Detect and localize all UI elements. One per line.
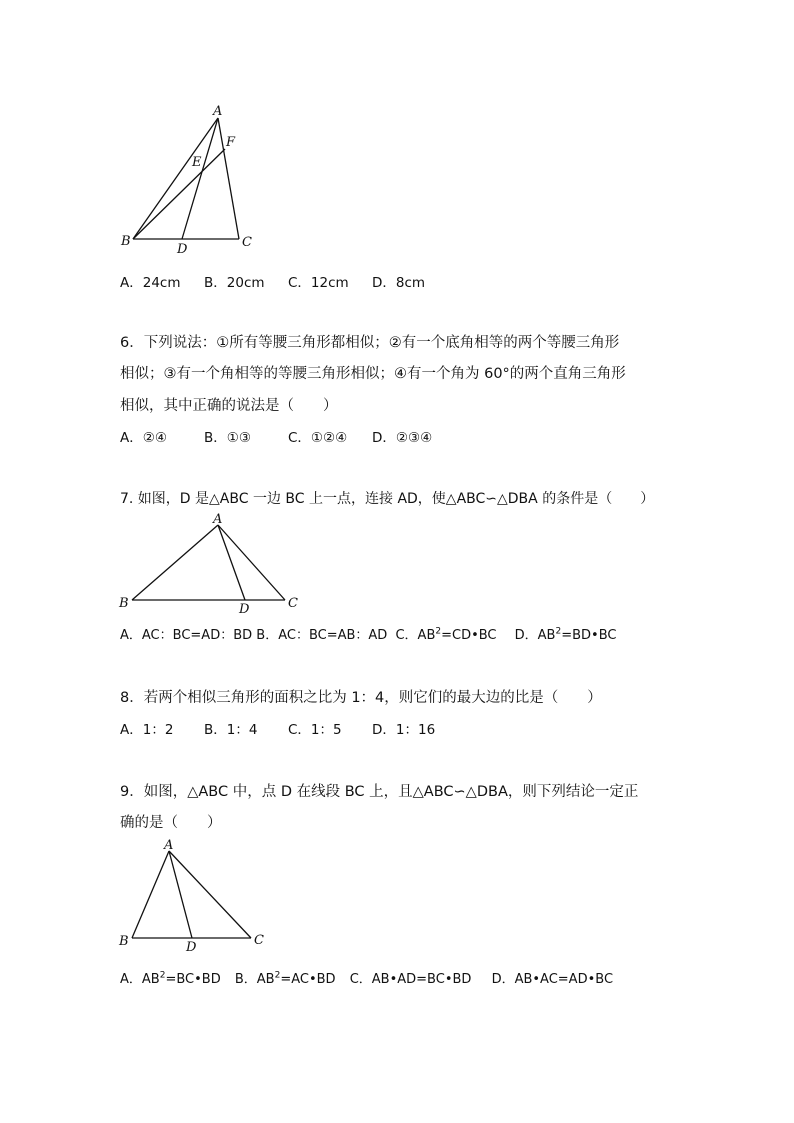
- q5-option-c: C．12cm: [288, 275, 349, 291]
- label-b: B: [119, 934, 129, 949]
- segment-ac: [169, 851, 251, 938]
- segment-ad: [182, 118, 218, 239]
- q7-option-d: D．$AB^2=BD•BC$: [514, 626, 617, 643]
- q9-option-a: A．$AB^2=BC•BD$: [120, 970, 221, 987]
- q6-option-d: D．②③④: [372, 430, 433, 446]
- q6-options: [120, 426, 432, 446]
- segment-ab: [132, 851, 169, 938]
- label-c: C: [242, 235, 252, 250]
- label-a: A: [213, 104, 223, 119]
- label-e: E: [192, 155, 202, 170]
- q8-options: [120, 718, 435, 738]
- segment-ac: [218, 525, 285, 600]
- label-d: D: [177, 242, 188, 257]
- segment-bf: [133, 149, 225, 239]
- q8-option-d: D．1：16: [372, 722, 436, 738]
- q9-option-b: B．$AB^2=AC•BD$: [234, 970, 336, 987]
- q6-line-1: 6．下列说法：①所有等腰三角形都相似；②有一个底角相等的两个等腰三角形: [120, 335, 620, 351]
- q8-option-b: B．1：4: [204, 722, 258, 738]
- label-a: A: [213, 512, 223, 527]
- label-b: B: [121, 234, 131, 249]
- label-c: C: [254, 933, 264, 948]
- q9-options: [120, 968, 613, 987]
- label-b: B: [119, 596, 129, 611]
- label-d: D: [239, 602, 250, 615]
- q9-line-2: 确的是（ ）: [120, 815, 222, 831]
- q8-stem: 8．若两个相似三角形的面积之比为 1：4，则它们的最大边的比是（ ）: [120, 690, 602, 706]
- q6-line-2: 相似；③有一个角相等的等腰三角形相似；④有一个角为 60°的两个直角三角形: [120, 366, 626, 382]
- q6-option-a: A．②④: [120, 430, 167, 446]
- figure-q9: [115, 835, 275, 955]
- figure-q7: [115, 510, 305, 615]
- q5-option-d: D．8cm: [372, 275, 426, 291]
- q5-options: [120, 271, 425, 291]
- label-f: F: [226, 135, 236, 150]
- q7-option-b: B．AC：BC=AB：AD: [256, 628, 388, 643]
- label-c: C: [288, 596, 298, 611]
- segment-ab: [132, 525, 218, 600]
- q7-stem: 7. 如图，D 是△ABC 一边 BC 上一点，连接 AD，使△ABC∽△DBA 的条件是（ ）: [120, 491, 655, 507]
- q7-option-a: A．AC：BC=AD：BD: [120, 628, 253, 643]
- segment-ad: [218, 525, 245, 600]
- q8-option-a: A．1：2: [120, 722, 174, 738]
- q7-option-c: C．$AB^2=CD•BC$: [395, 626, 497, 643]
- q9-option-c: C．AB•AD=BC•BD: [349, 972, 472, 987]
- q6-line-3: 相似，其中正确的说法是（ ）: [120, 398, 338, 414]
- label-d: D: [186, 940, 197, 955]
- q5-option-a: A．24cm: [120, 275, 181, 291]
- q9-option-d: D．AB•AC=AD•BC: [491, 972, 614, 987]
- q6-option-c: C．①②④: [288, 430, 348, 446]
- segment-ab: [133, 118, 218, 239]
- q9-line-1: 9．如图，△ABC 中，点 D 在线段 BC 上，且△ABC∽△DBA，则下列结论一定正: [120, 784, 639, 800]
- figure-q5: [115, 100, 265, 260]
- q8-option-c: C．1：5: [288, 722, 342, 738]
- q5-option-b: B．20cm: [204, 275, 265, 291]
- label-a: A: [164, 838, 174, 853]
- q7-options: [120, 624, 616, 643]
- q6-option-b: B．①③: [204, 430, 251, 446]
